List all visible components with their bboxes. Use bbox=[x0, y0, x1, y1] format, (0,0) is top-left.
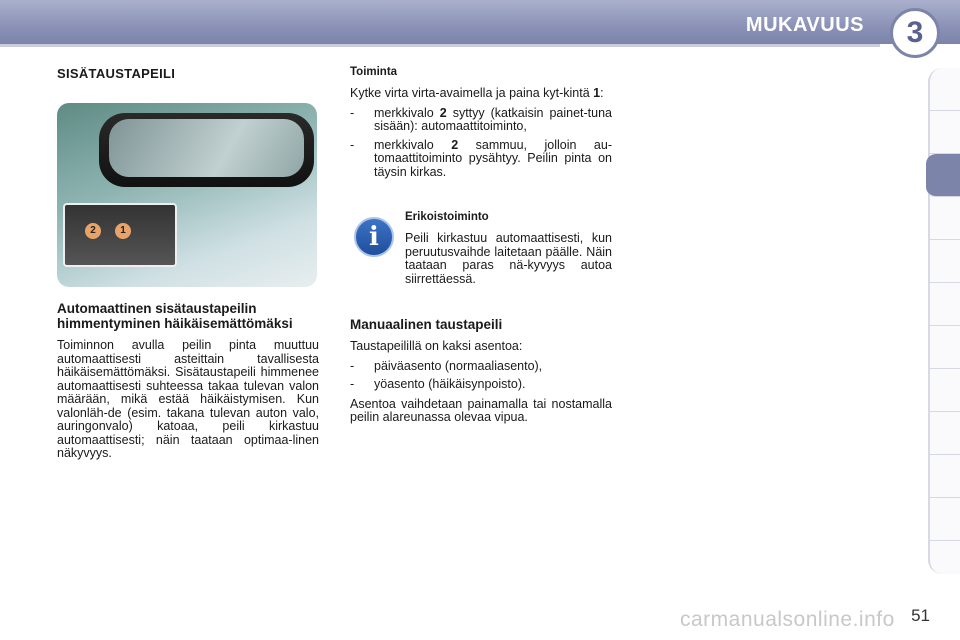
chapter-tab[interactable] bbox=[930, 455, 960, 498]
info-text: Peili kirkastuu automaattisesti, kun peruutusvaihde laitetaan päälle. Näin taataan paras nä-kyvyys autoa siirrettäessä. bbox=[405, 231, 612, 286]
list-item-text: merkkivalo bbox=[374, 105, 440, 120]
list-dash: - bbox=[350, 377, 355, 391]
list-dash: - bbox=[350, 137, 355, 152]
list-item bbox=[350, 378, 612, 392]
operation-intro-text: Kytke virta virta-avaimella ja paina kyt-kintä bbox=[350, 86, 594, 100]
list-item-text: päiväasento (normaaliasento), bbox=[374, 358, 543, 373]
chapter-tab[interactable] bbox=[930, 498, 960, 541]
chapter-tab[interactable] bbox=[930, 68, 960, 111]
list-item bbox=[350, 107, 612, 134]
manual-outro: Asentoa vaihdetaan painamalla tai nostamalla peilin alareunassa olevaa vipua. bbox=[350, 396, 612, 424]
list-dash: - bbox=[350, 358, 355, 373]
chapter-tab[interactable] bbox=[930, 369, 960, 412]
reference-number: 2 bbox=[451, 137, 459, 152]
chapter-tab-active[interactable] bbox=[926, 154, 960, 197]
list-item-text: yöasento (häikäisynpoisto). bbox=[374, 377, 526, 391]
list-dash: - bbox=[350, 105, 355, 120]
info-box bbox=[350, 211, 612, 291]
subsection-title: Automaattinen sisätaustapeilin himmentyminen häikäisemättömäksi bbox=[57, 301, 293, 331]
chapter-tab[interactable] bbox=[930, 326, 960, 369]
operation-intro bbox=[350, 87, 612, 101]
list-item-text: syttyy (katkaisin painet-tuna sisään): automaattitoiminto, bbox=[374, 105, 612, 133]
list-item-text: sammuu, jolloin au-tomaattitoiminto pysähtyy. Peilin pinta on täysin kirkas. bbox=[374, 137, 612, 179]
body-paragraph: Toiminnon avulla peilin pinta muuttuu automaattisesti asteittain tavallisesta häikäisemättömäksi. Sisätaustapeili himmenee automaattisesti suhteessa takaa tulevan valon määrään, mikä estää häikäistymisen. Kun valonläh-de (esim. takana tulevan auton valo, auringonvalo) katoaa, peili kirkastuu automaattisesti; näin taataan optimaa-linen näkyvyys. bbox=[57, 338, 319, 460]
mirror-photo bbox=[57, 103, 317, 287]
section-title: SISÄTAUSTAPEILI bbox=[57, 66, 176, 81]
left-column bbox=[57, 66, 319, 467]
info-icon: i bbox=[354, 217, 394, 257]
chapter-tab[interactable] bbox=[930, 240, 960, 283]
callout-label-1: 1 bbox=[115, 223, 131, 239]
operation-title: Toiminta bbox=[350, 66, 398, 78]
operation-intro-suffix: : bbox=[600, 86, 604, 100]
list-item bbox=[350, 139, 612, 180]
middle-column bbox=[350, 66, 612, 431]
chapter-tab[interactable] bbox=[930, 197, 960, 240]
list-item bbox=[350, 360, 612, 374]
callout-label-2: 2 bbox=[85, 223, 101, 239]
manual-mirror-title: Manuaalinen taustapeili bbox=[350, 317, 503, 332]
manual-list bbox=[350, 360, 612, 392]
chapter-number-badge: 3 bbox=[890, 8, 940, 58]
chapter-title: MUKAVUUS bbox=[745, 14, 864, 36]
chapter-tab[interactable] bbox=[930, 283, 960, 326]
info-title: Erikoistoiminto bbox=[405, 211, 489, 223]
chapter-tab[interactable] bbox=[930, 412, 960, 455]
manual-intro: Taustapeilillä on kaksi asentoa: bbox=[350, 339, 523, 353]
mirror-glass bbox=[109, 119, 304, 177]
operation-list bbox=[350, 107, 612, 180]
reference-number: 1 bbox=[593, 86, 601, 100]
mirror-controls-inset bbox=[63, 203, 177, 267]
page-number: 51 bbox=[911, 606, 930, 625]
chapter-tabs bbox=[928, 68, 960, 574]
list-item-text: merkkivalo bbox=[374, 137, 452, 152]
reference-number: 2 bbox=[439, 105, 447, 120]
watermark-text: carmanualsonline.info bbox=[680, 608, 895, 631]
chapter-tab[interactable] bbox=[930, 111, 960, 154]
info-text-block bbox=[405, 211, 612, 286]
header-underline bbox=[0, 44, 880, 47]
